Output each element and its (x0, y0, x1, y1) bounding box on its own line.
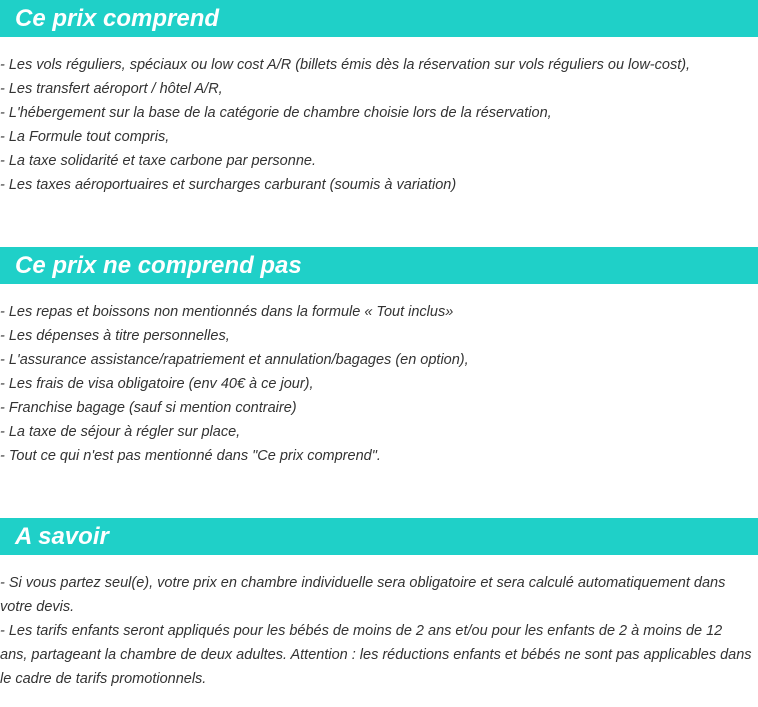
list-item: - Franchise bagage (sauf si mention contraire) (0, 400, 297, 416)
section-title: A savoir (15, 523, 109, 550)
list-item: - Les taxes aéroportuaires et surcharges carburant (soumis à variation) (0, 177, 457, 193)
section-header-not-included (0, 247, 758, 284)
list-item: - L'assurance assistance/rapatriement et annulation/bagages (en option), (0, 352, 469, 368)
list-item: - La taxe de séjour à régler sur place, (0, 424, 241, 440)
section-header-included (0, 0, 758, 37)
section-title: Ce prix comprend (15, 5, 220, 32)
section-title: Ce prix ne comprend pas (15, 252, 302, 279)
list-item: - Les transfert aéroport / hôtel A/R, (0, 81, 223, 97)
list-item: - Les tarifs enfants seront appliqués pour les bébés de moins de 2 ans et/ou pour les enfants de 2 à moins de 12 ans, partageant la chambre de deux adultes. Attention : les réductions enfants et bébés ne sont pas applicables dans le cadre de tarifs promotionnels. (0, 623, 752, 687)
list-item: - Les frais de visa obligatoire (env 40€ à ce jour), (0, 376, 314, 392)
list-item: - La Formule tout compris, (0, 129, 170, 145)
list-item: - Les dépenses à titre personnelles, (0, 328, 230, 344)
included-list (0, 53, 758, 197)
list-item: - Les vols réguliers, spéciaux ou low cost A/R (billets émis dès la réservation sur vols réguliers ou low-cost), (0, 57, 691, 73)
not-included-list (0, 300, 758, 468)
list-item: - Tout ce qui n'est pas mentionné dans "Ce prix comprend". (0, 448, 381, 464)
list-item: - Si vous partez seul(e), votre prix en chambre individuelle sera obligatoire et sera calculé automatiquement dans votre devis. (0, 575, 726, 615)
list-item: - La taxe solidarité et taxe carbone par personne. (0, 153, 316, 169)
section-header-good-to-know (0, 518, 758, 555)
list-item: - L'hébergement sur la base de la catégorie de chambre choisie lors de la réservation, (0, 105, 552, 121)
good-to-know-list (0, 571, 758, 691)
list-item: - Les repas et boissons non mentionnés dans la formule « Tout inclus» (0, 304, 454, 320)
